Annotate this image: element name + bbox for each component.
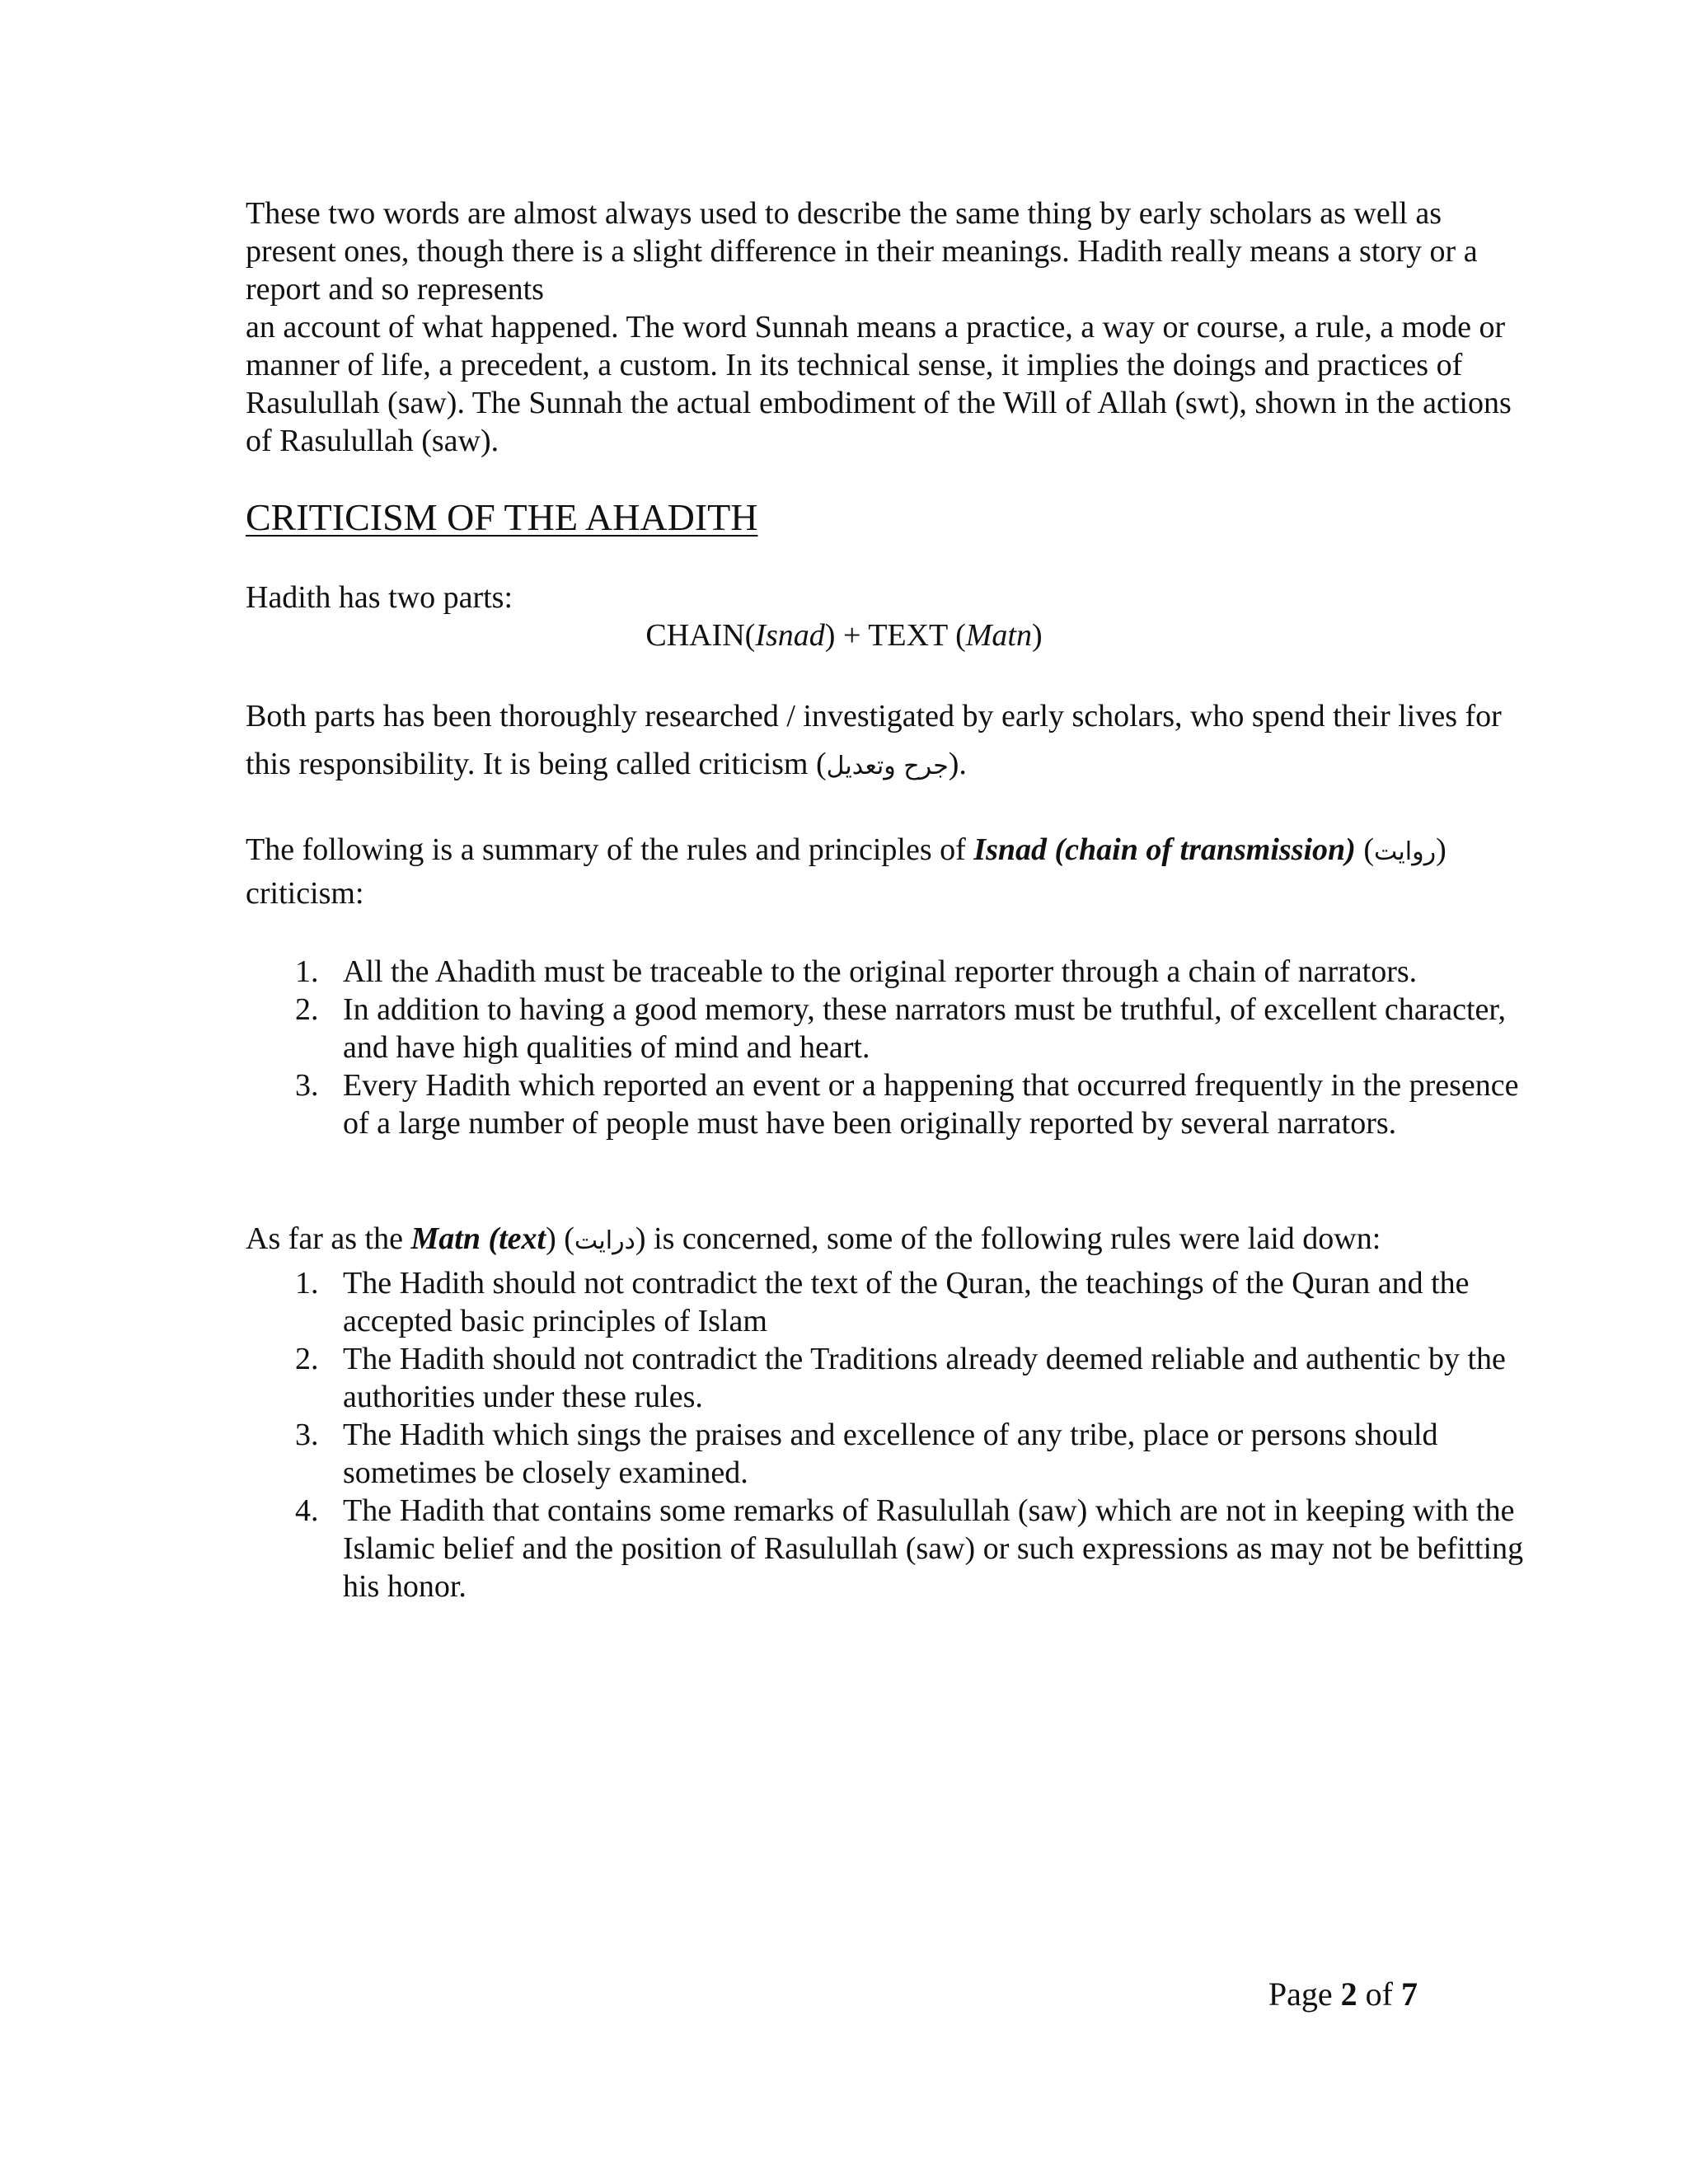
intro-text-part-1: These two words are almost always used to describe the same thing by early scholars as well as present ones, though there is a slight difference in their meanings. Hadith really means a story or a report and so represents [246, 196, 1478, 307]
criticism-arabic-term: جرح وتعدیل [826, 752, 949, 780]
formula-matn: Matn [965, 618, 1032, 653]
intro-text-part-2: an account of what happened. The word Sunnah means a practice, a way or course, a rule, a mode or manner of life, a precedent, a custom. In its technical sense, it implies the doings and practices of Rasulullah (saw). The Sunnah the actual embodiment of the Will of Allah (swt), shown in the actions of Rasulullah (saw). [246, 310, 1512, 458]
list-item-number: 2. [295, 992, 319, 1027]
list-item-text: In addition to having a good memory, these narrators must be truthful, of excellent character, and have high qualities of mind and heart. [343, 992, 1507, 1065]
current-page-number: 2 [1340, 1975, 1357, 2013]
criticism-text-b: ). [948, 747, 967, 781]
matn-arabic-term: درایت [574, 1226, 635, 1255]
isnad-arabic-term: روایت [1373, 837, 1437, 866]
list-item [246, 1340, 1531, 1416]
section-heading: CRITICISM OF THE AHADITH [246, 496, 758, 538]
of-word: of [1357, 1975, 1401, 2013]
criticism-paragraph [246, 692, 1531, 790]
intro-paragraph [246, 194, 1531, 460]
isnad-rules-list [246, 953, 1531, 1142]
list-item [246, 991, 1531, 1066]
isnad-intro-paragraph [246, 829, 1531, 914]
list-item-text: All the Ahadith must be traceable to the original reporter through a chain of narrators. [343, 954, 1418, 989]
list-item-number: 2. [295, 1342, 319, 1376]
list-item-text: Every Hadith which reported an event or a happening that occurred frequently in the presence of a large number of people must have been originally reported by several narrators. [343, 1068, 1519, 1141]
page-indicator [1268, 1975, 1418, 2014]
formula-part-a: CHAIN( [645, 618, 756, 653]
total-pages-number: 7 [1401, 1975, 1418, 2013]
isnad-intro-text-a: The following is a summary of the rules and principles of [246, 832, 974, 867]
list-item [246, 1492, 1531, 1605]
matn-intro-text-c: ) is concerned, some of the following rules were laid down: [635, 1221, 1381, 1256]
matn-rules-list [246, 1264, 1531, 1605]
matn-intro-text-a: As far as the [246, 1221, 411, 1256]
list-item [246, 1066, 1531, 1142]
list-item-number: 3. [295, 1068, 319, 1103]
two-parts-lead: Hadith has two parts: [246, 580, 513, 615]
list-item [246, 953, 1531, 991]
list-item [246, 1264, 1531, 1340]
chain-text-formula [0, 616, 1688, 654]
formula-part-c: ) [1031, 618, 1043, 653]
matn-intro-paragraph [246, 1220, 1531, 1260]
list-item-number: 4. [295, 1493, 319, 1528]
criticism-text-a: Both parts has been thoroughly researched / investigated by early scholars, who spend their lives for this responsibility. It is being called criticism ( [246, 699, 1502, 781]
isnad-intro-text-c: ) criticism: [246, 832, 1447, 911]
formula-part-b: ) + TEXT ( [824, 618, 966, 653]
list-item-number: 1. [295, 1266, 319, 1301]
matn-term: Matn (text [410, 1221, 546, 1256]
matn-intro-text-b: ) ( [546, 1221, 574, 1256]
list-item-number: 3. [295, 1418, 319, 1452]
list-item-number: 1. [295, 954, 319, 989]
list-item-text: The Hadith which sings the praises and excellence of any tribe, place or persons should sometimes be closely examined. [343, 1418, 1438, 1490]
list-item-text: The Hadith should not contradict the text of the Quran, the teachings of the Quran and the accepted basic principles of Islam [343, 1266, 1470, 1338]
list-item-text: The Hadith should not contradict the Traditions already deemed reliable and authentic by the authorities under these rules. [343, 1342, 1506, 1414]
list-item [246, 1416, 1531, 1492]
isnad-term: Isnad (chain of transmission) [973, 832, 1356, 867]
formula-isnad: Isnad [755, 618, 825, 653]
isnad-intro-text-b: ( [1355, 832, 1374, 867]
list-item-text: The Hadith that contains some remarks of Rasulullah (saw) which are not in keeping with the Islamic belief and the position of Rasulullah (saw) or such expressions as may not be befitting his honor. [343, 1493, 1524, 1604]
page-word: Page [1268, 1975, 1341, 2013]
